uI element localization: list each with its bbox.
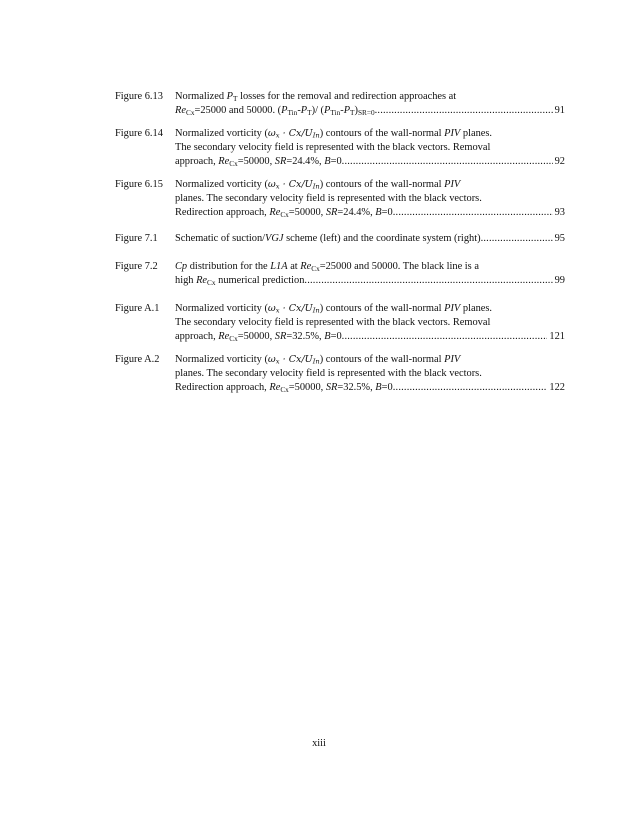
figure-caption bbox=[175, 178, 565, 221]
caption-line: The secondary velocity field is represented with the black vectors. Removal bbox=[175, 317, 491, 329]
caption-line: Normalized vorticity $(\omega_x \cdot Cx/U_{In})$ contours of the wall-normal PIV planes. bbox=[175, 303, 493, 315]
figure-caption bbox=[175, 353, 565, 396]
figure-entry[interactable] bbox=[115, 353, 565, 396]
dot-leader bbox=[393, 381, 548, 395]
figure-entry[interactable] bbox=[115, 232, 565, 246]
caption-line: Normalized vorticity $(\omega_x \cdot Cx/U_{In})$ contours of the wall-normal PIV planes. bbox=[175, 128, 493, 140]
figure-entry[interactable] bbox=[115, 127, 565, 170]
page-reference[interactable]: 91 bbox=[554, 105, 565, 117]
figure-entry[interactable] bbox=[115, 178, 565, 221]
caption-line: $Re_{Cx}=25000$ and 50000. $(P_{Tin}-P_T)/$ $(P_{Tin}-P_T)_{SR=0}$ ..... 91 bbox=[175, 104, 565, 118]
caption-line: planes. The secondary velocity field is represented with the black vectors. bbox=[175, 193, 482, 205]
figure-caption bbox=[175, 232, 565, 246]
figure-number: Figure 6.13 bbox=[115, 91, 163, 102]
caption-line: Cp distribution for the L1A at $Re_{Cx}=25000$ and 50000. The black line is a bbox=[175, 261, 479, 273]
caption-line: approach, $Re_{Cx}=50000$, SR=24.4%, B=0 ..... 92 bbox=[175, 155, 565, 169]
page-reference[interactable]: 99 bbox=[554, 275, 565, 287]
caption-line: planes. The secondary velocity field is represented with the black vectors. bbox=[175, 368, 482, 380]
figure-number: Figure 7.1 bbox=[115, 233, 158, 244]
dot-leader bbox=[342, 155, 553, 169]
page-reference[interactable]: 122 bbox=[549, 382, 565, 394]
caption-line: Normalized vorticity $(\omega_x \cdot Cx/U_{In})$ contours of the wall-normal PIV bbox=[175, 354, 461, 366]
dot-leader bbox=[393, 206, 553, 220]
figure-number: Figure A.2 bbox=[115, 354, 160, 365]
caption-line: approach, $Re_{Cx}=50000$, SR=32.5%, B=0 ..... 121 bbox=[175, 330, 565, 344]
vorticity-expression: $\omega_x \cdot Cx/U_{In}$ bbox=[267, 179, 320, 191]
caption-line: Redirection approach, $Re_{Cx}=50000$, SR=32.5%, B=0 ..... 122 bbox=[175, 381, 565, 395]
figure-number: Figure 6.15 bbox=[115, 179, 163, 190]
page-reference[interactable]: 92 bbox=[554, 156, 565, 168]
caption-line: Schematic of suction/VGJ scheme (left) and the coordinate system (right) ..... 95 bbox=[175, 232, 565, 246]
figure-caption bbox=[175, 127, 565, 170]
page-number: xiii bbox=[312, 738, 326, 749]
figure-entry[interactable] bbox=[115, 260, 565, 288]
caption-line: The secondary velocity field is represented with the black vectors. Removal bbox=[175, 142, 491, 154]
vorticity-expression: $\omega_x \cdot Cx/U_{In}$ bbox=[267, 303, 320, 315]
figure-caption bbox=[175, 260, 565, 288]
figure-number: Figure A.1 bbox=[115, 303, 160, 314]
page-reference[interactable]: 121 bbox=[549, 331, 565, 343]
figure-number: Figure 6.14 bbox=[115, 128, 163, 139]
vorticity-expression: $\omega_x \cdot Cx/U_{In}$ bbox=[267, 354, 320, 366]
dot-leader bbox=[304, 274, 552, 288]
figure-number: Figure 7.2 bbox=[115, 261, 158, 272]
page-reference[interactable]: 93 bbox=[554, 207, 565, 219]
dot-leader bbox=[481, 232, 553, 246]
caption-line: high $Re_{Cx}$ numerical prediction ..... 99 bbox=[175, 274, 565, 288]
figure-entry[interactable] bbox=[115, 302, 565, 345]
caption-line: Redirection approach, $Re_{Cx}=50000$, SR=24.4%, B=0 ..... 93 bbox=[175, 206, 565, 220]
caption-line: Normalized vorticity $(\omega_x \cdot Cx/U_{In})$ contours of the wall-normal PIV bbox=[175, 179, 461, 191]
figure-caption bbox=[175, 90, 565, 118]
page-reference[interactable]: 95 bbox=[554, 233, 565, 244]
dot-leader bbox=[375, 104, 553, 118]
figure-entry[interactable] bbox=[115, 90, 565, 118]
figure-caption bbox=[175, 302, 565, 345]
caption-line: Normalized $P_T$ losses for the removal and redirection approaches at bbox=[175, 91, 457, 103]
dot-leader bbox=[342, 330, 548, 344]
vorticity-expression: $\omega_x \cdot Cx/U_{In}$ bbox=[267, 128, 320, 140]
